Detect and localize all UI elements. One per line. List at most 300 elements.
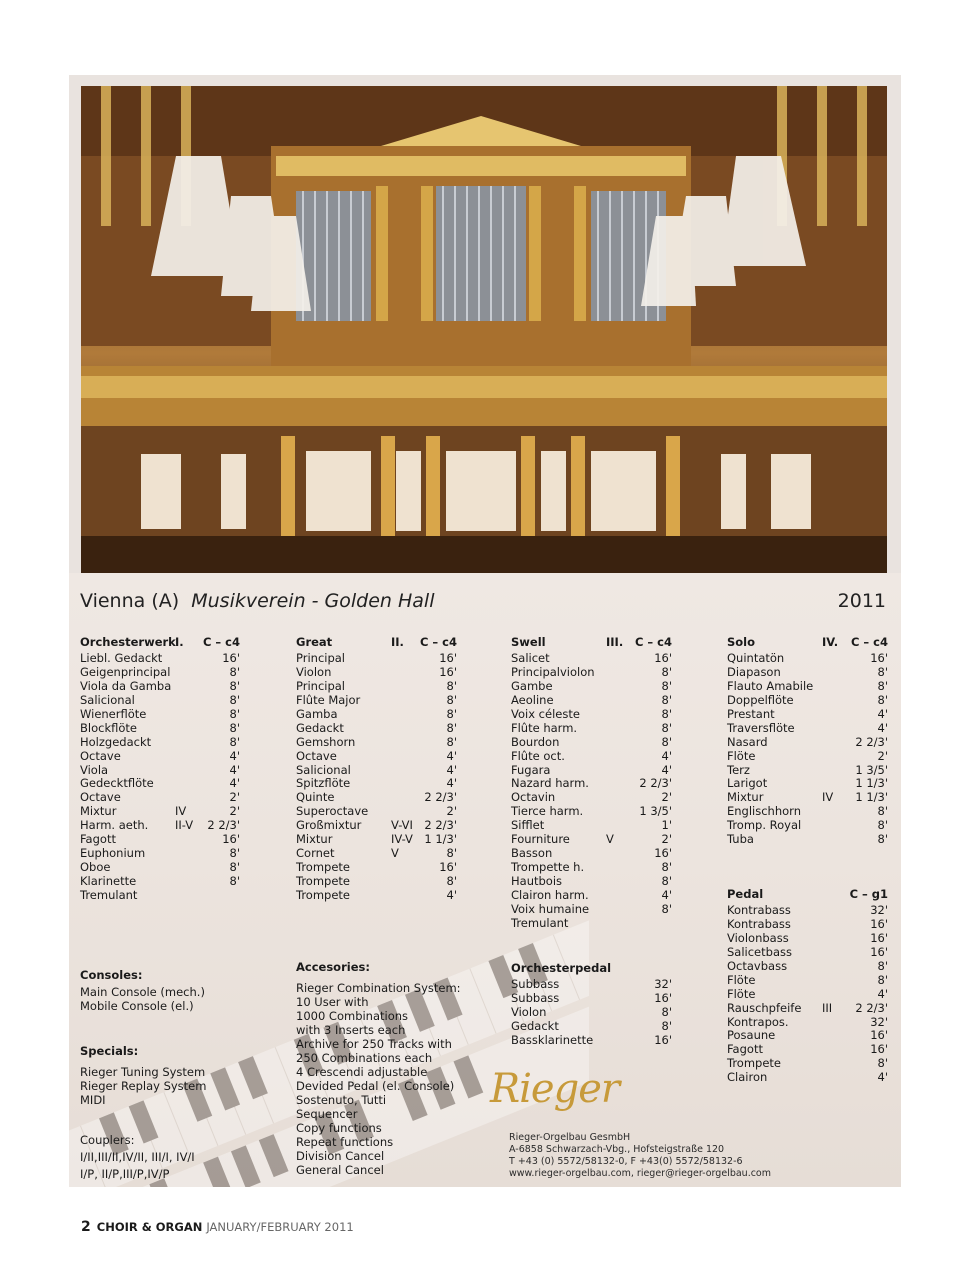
division-name: Orchesterpedal [511,961,612,975]
stop-row [511,861,672,875]
stop-pitch: 16' [870,1042,888,1057]
stop-name: Liebl. Gedackt [80,651,163,665]
stop-ranks: III [822,1000,833,1015]
title-place: Vienna (A) [80,590,180,612]
stop-row [727,833,888,847]
stop-pitch: 2' [446,804,457,819]
stop-ranks: V-VI [391,818,413,833]
stop-row [727,680,888,694]
stop-name: Violonbass [727,930,789,945]
stop-name: Tremulant [80,887,138,902]
accessories-heading: Accesories: [296,960,370,974]
stop-name: Englischhorn [727,804,801,819]
stop-row [296,875,457,889]
stop-row [727,1029,888,1043]
stop-row [727,666,888,680]
stop-row [296,652,457,666]
stop-row [511,764,672,778]
stop-pitch: 8' [877,818,888,833]
stop-row [511,736,672,750]
stop-name: Flöte [727,986,756,1001]
stop-row [296,750,457,764]
stop-name: Octave [296,748,337,763]
stop-pitch: 8' [661,860,672,875]
address-line: T +43 (0) 5572/58132-0, F +43(0) 5572/58132-6 [509,1156,743,1167]
stop-name: Großmixtur [296,818,362,833]
stop-pitch: 2' [229,790,240,805]
stop-pitch: 4' [877,986,888,1001]
stop-pitch: 8' [661,678,672,693]
stop-name: Kontrapos. [727,1014,789,1029]
stop-pitch: 16' [439,651,457,665]
stop-name: Clairon [727,1070,768,1085]
stop-name: Trompete [296,887,351,902]
stop-name: Voix humaine [511,901,590,916]
stop-row [511,791,672,805]
stop-name: Sifflet [511,818,545,833]
stop-pitch: 4' [229,762,240,777]
stop-name: Tuba [727,832,754,847]
stop-name: Gemshorn [296,734,356,749]
stop-row [727,932,888,946]
stop-name: Harm. aeth. [80,818,149,833]
specials-line: MIDI [80,1093,106,1107]
stoplist-column [727,636,888,847]
division-range: C – c4 [634,635,672,649]
stop-ranks: IV [822,790,834,805]
stop-row [511,666,672,680]
stop-pitch: 4' [446,748,457,763]
stop-pitch: 8' [661,874,672,888]
stop-row [80,666,240,680]
division-header [511,962,672,978]
stop-name: Viola [80,762,109,777]
stop-row [80,875,240,889]
stop-row [80,791,240,805]
hall-photo [81,86,887,573]
stop-pitch: 16' [222,651,240,665]
stop-pitch: 16' [439,664,457,679]
stop-name: Flûte harm. [511,720,578,735]
stop-name: Fourniture [511,832,570,847]
page-number: 2 [81,1219,91,1235]
stop-pitch: 16' [654,651,672,665]
stop-name: Tromp. Royal [727,818,802,833]
accessories-line: Copy functions [296,1121,382,1135]
stop-pitch: 8' [446,706,457,721]
stop-row [511,819,672,833]
stop-pitch: 8' [446,846,457,861]
stop-row [727,736,888,750]
stop-row [511,777,672,791]
stop-pitch: 8' [877,958,888,973]
stoplist-column [727,888,888,1085]
stop-row [727,918,888,932]
stop-name: Principal [296,651,346,665]
title-hall: Musikverein - Golden Hall [191,590,435,612]
title-year: 2011 [837,590,886,612]
page-title [80,590,435,612]
stop-row [511,722,672,736]
stop-name: Octavbass [727,958,788,973]
stop-pitch: 8' [229,734,240,749]
stop-row [80,652,240,666]
stop-name: Mixtur [296,832,333,847]
stop-name: Salicional [80,692,135,707]
stop-name: Subbass [511,977,560,991]
stop-pitch: 8' [229,692,240,707]
stop-name: Tremulant [511,915,569,930]
stop-name: Basson [511,846,553,861]
stop-name: Voix céleste [511,706,580,721]
stop-row [511,917,672,931]
couplers-line: I/P, II/P,III/P,IV/P [80,1167,170,1181]
stop-name: Principal [296,678,346,693]
stop-name: Kontrabass [727,916,791,931]
stop-pitch: 2' [877,748,888,763]
accessories-line: Division Cancel [296,1149,385,1163]
stop-pitch: 4' [229,776,240,791]
stoplist-column [511,636,672,931]
stop-row [511,708,672,722]
stop-row [727,1057,888,1071]
stop-name: Violon [296,664,332,679]
stop-pitch: 8' [229,678,240,693]
stop-pitch: 16' [654,990,672,1005]
stop-name: Flûte Major [296,692,361,707]
stop-name: Salicetbass [727,944,792,959]
stop-row [727,777,888,791]
stop-row [296,861,457,875]
stop-name: Salicet [511,651,550,665]
stop-pitch: 8' [446,720,457,735]
stop-pitch: 8' [229,664,240,679]
stop-pitch: 4' [446,887,457,902]
specials-block [80,1044,206,1107]
stop-pitch: 8' [229,846,240,861]
stop-name: Flöte [727,748,756,763]
stop-name: Bourdon [511,734,560,749]
stop-pitch: 8' [661,1018,672,1033]
stop-pitch: 1 1/3' [855,790,888,805]
division-header [727,636,888,652]
stop-pitch: 4' [877,1070,888,1085]
stop-name: Flauto Amabile [727,678,814,693]
stop-pitch: 2' [229,804,240,819]
stop-name: Kontrabass [727,903,791,917]
stop-pitch: 16' [870,916,888,931]
stop-name: Diapason [727,664,781,679]
stop-name: Oboe [80,860,111,875]
stop-pitch: 16' [870,944,888,959]
stop-pitch: 32' [870,1014,888,1029]
division-header [727,888,888,904]
stop-pitch: 8' [229,874,240,888]
stop-name: Spitzflöte [296,776,351,791]
stop-row [511,833,672,847]
stop-ranks: V [606,832,614,847]
stop-row [727,652,888,666]
accessories-line: Repeat functions [296,1135,394,1149]
stop-row [511,805,672,819]
stop-pitch: 2' [661,790,672,805]
division-header [80,636,240,652]
stop-name: Blockflöte [80,720,137,735]
stop-pitch: 8' [661,692,672,707]
stop-row [511,875,672,889]
stop-name: Octave [80,748,121,763]
stop-name: Nasard [727,734,768,749]
division-number: III. [606,635,624,649]
stop-row [80,680,240,694]
stop-pitch: 2 2/3' [207,818,240,833]
stop-pitch: 8' [661,720,672,735]
stop-pitch: 4' [229,748,240,763]
stop-row [727,974,888,988]
stop-ranks: V [391,846,399,861]
stop-pitch: 8' [229,706,240,721]
address-line: A-6858 Schwarzach-Vbg., Hofsteigstraße 120 [509,1144,725,1155]
stop-row [727,1043,888,1057]
consoles-heading: Consoles: [80,968,143,982]
stop-row [727,988,888,1002]
stop-name: Euphonium [80,846,146,861]
stop-row [80,833,240,847]
stop-pitch: 8' [877,972,888,987]
stop-row [80,805,240,819]
accessories-line: 4 Crescendi adjustable [296,1065,428,1079]
stop-pitch: 4' [661,762,672,777]
stop-row [511,903,672,917]
stop-pitch: 8' [661,664,672,679]
stop-row [727,1016,888,1030]
page-footer [81,1219,354,1235]
stop-pitch: 8' [446,734,457,749]
stop-row [80,777,240,791]
stop-name: Gedackt [296,720,344,735]
stop-pitch: 8' [661,1004,672,1019]
stop-row [80,736,240,750]
stop-pitch: 4' [446,776,457,791]
stop-name: Klarinette [80,874,137,888]
stop-row [296,680,457,694]
stop-pitch: 8' [877,678,888,693]
specials-line: Rieger Replay System [80,1079,207,1093]
stop-pitch: 8' [446,692,457,707]
stop-row [727,904,888,918]
stop-name: Superoctave [296,804,369,819]
stop-name: Hautbois [511,874,563,888]
title-row [80,590,886,616]
division-range: C – c4 [850,635,888,649]
stop-pitch: 2 2/3' [639,776,672,791]
stop-pitch: 8' [661,901,672,916]
stop-pitch: 8' [877,832,888,847]
stop-pitch: 4' [877,720,888,735]
couplers-line: I/II,III/II,IV/II, III/I, IV/I [80,1150,195,1164]
stop-pitch: 4' [877,706,888,721]
division-number: II. [391,635,404,649]
rieger-logo: Rieger [490,1066,619,1112]
division-name: Swell [511,635,546,649]
stop-pitch: 8' [877,692,888,707]
stop-row [296,847,457,861]
stop-pitch: 8' [661,734,672,749]
stop-name: Mixtur [727,790,764,805]
division-name: Pedal [727,887,764,901]
division-name: Great [296,635,333,649]
stop-pitch: 8' [877,804,888,819]
stop-row [80,694,240,708]
stop-row [727,960,888,974]
stop-row [80,708,240,722]
stop-row [296,791,457,805]
stop-pitch: 1 3/5' [855,762,888,777]
stop-pitch: 16' [870,651,888,665]
stop-name: Traversflöte [727,720,795,735]
stop-pitch: 8' [661,706,672,721]
stop-pitch: 16' [654,846,672,861]
stop-pitch: 1' [661,818,672,833]
stop-name: Gamba [296,706,338,721]
stop-row [296,694,457,708]
stop-ranks: II-V [175,818,194,833]
stop-name: Fagott [80,832,116,847]
stop-row [296,708,457,722]
accessories-line: 250 Combinations each [296,1051,433,1065]
stoplist-column [296,636,457,903]
division-range: C – c4 [202,635,240,649]
stop-row [727,750,888,764]
stop-row [727,791,888,805]
stop-row [80,764,240,778]
stop-row [511,1034,672,1048]
stop-pitch: 2 2/3' [855,1000,888,1015]
specials-heading: Specials: [80,1044,139,1058]
stop-name: Trompette h. [511,860,585,875]
division-range: C – c4 [419,635,457,649]
stop-pitch: 8' [229,720,240,735]
stop-name: Cornet [296,846,335,861]
stop-row [511,1006,672,1020]
stop-row [511,680,672,694]
stop-row [727,805,888,819]
stop-row [727,764,888,778]
stop-name: Gedackt [511,1018,559,1033]
stop-name: Subbass [511,990,560,1005]
stop-pitch: 16' [654,1032,672,1047]
stop-name: Wienerflöte [80,706,147,721]
stop-name: Tierce harm. [511,804,584,819]
stoplist-column [80,636,240,903]
stop-name: Rauschpfeife [727,1000,802,1015]
stop-pitch: 2' [661,832,672,847]
stop-pitch: 2 2/3' [855,734,888,749]
address-block [509,1132,771,1180]
stoplist-column [511,962,672,1048]
stop-row [80,750,240,764]
stop-row [80,861,240,875]
division-header [296,636,457,652]
stop-name: Larigot [727,776,768,791]
accessories-line: General Cancel [296,1163,384,1177]
stop-row [727,1071,888,1085]
magazine-name: CHOIR & ORGAN [96,1220,203,1234]
stop-pitch: 8' [877,1056,888,1071]
stop-row [727,694,888,708]
accessories-line: Rieger Combination System: [296,981,461,995]
accessories-line: Sostenuto, Tutti [296,1093,387,1107]
couplers-block [80,1133,195,1183]
stop-row [296,666,457,680]
stop-name: Doppelflöte [727,692,794,707]
stop-name: Geigenprincipal [80,664,171,679]
stop-name: Octave [80,790,121,805]
stop-row [80,722,240,736]
couplers-heading: Couplers: [80,1133,135,1147]
stop-row [296,889,457,903]
stop-ranks: IV-V [391,832,413,847]
organ-illustration [81,86,887,573]
stop-name: Violon [511,1004,547,1019]
stop-name: Posaune [727,1028,776,1043]
stop-pitch: 8' [229,860,240,875]
stop-row [511,847,672,861]
stop-pitch: 32' [654,977,672,991]
stop-name: Flöte [727,972,756,987]
stop-name: Trompete [727,1056,782,1071]
stop-name: Flûte oct. [511,748,565,763]
stop-row [80,847,240,861]
stop-row [511,694,672,708]
division-header [511,636,672,652]
stop-row [511,750,672,764]
stop-pitch: 16' [870,930,888,945]
accessories-line: Archive for 250 Tracks with [296,1037,452,1051]
stop-name: Principalviolon [511,664,595,679]
stop-pitch: 4' [446,762,457,777]
division-range: C – g1 [849,887,888,901]
stop-row [296,764,457,778]
accessories-block [296,960,461,1177]
stop-pitch: 16' [870,1028,888,1043]
consoles-line: Main Console (mech.) [80,985,205,999]
division-name: Orchesterwerk [80,635,176,649]
address-line: www.rieger-orgelbau.com, rieger@rieger-orgelbau.com [509,1168,771,1179]
stop-name: Quinte [296,790,335,805]
stop-row [511,978,672,992]
stop-pitch: 8' [446,678,457,693]
accessories-line: Sequencer [296,1107,358,1121]
stop-name: Clairon harm. [511,887,589,902]
stop-pitch: 16' [222,832,240,847]
address-line: Rieger-Orgelbau GesmbH [509,1132,631,1143]
stop-name: Prestant [727,706,775,721]
issue-date: JANUARY/FEBRUARY 2011 [206,1220,354,1234]
accessories-line: with 3 Inserts each [296,1023,406,1037]
stop-name: Fagott [727,1042,763,1057]
accessories-line: 10 User with [296,995,369,1009]
stop-name: Gambe [511,678,553,693]
division-number: I. [175,635,184,649]
stop-pitch: 4' [661,748,672,763]
stop-name: Fugara [511,762,551,777]
stop-name: Trompete [296,860,351,875]
consoles-block [80,968,205,1013]
stop-pitch: 1 3/5' [639,804,672,819]
stop-row [727,708,888,722]
stop-name: Trompete [296,874,351,888]
